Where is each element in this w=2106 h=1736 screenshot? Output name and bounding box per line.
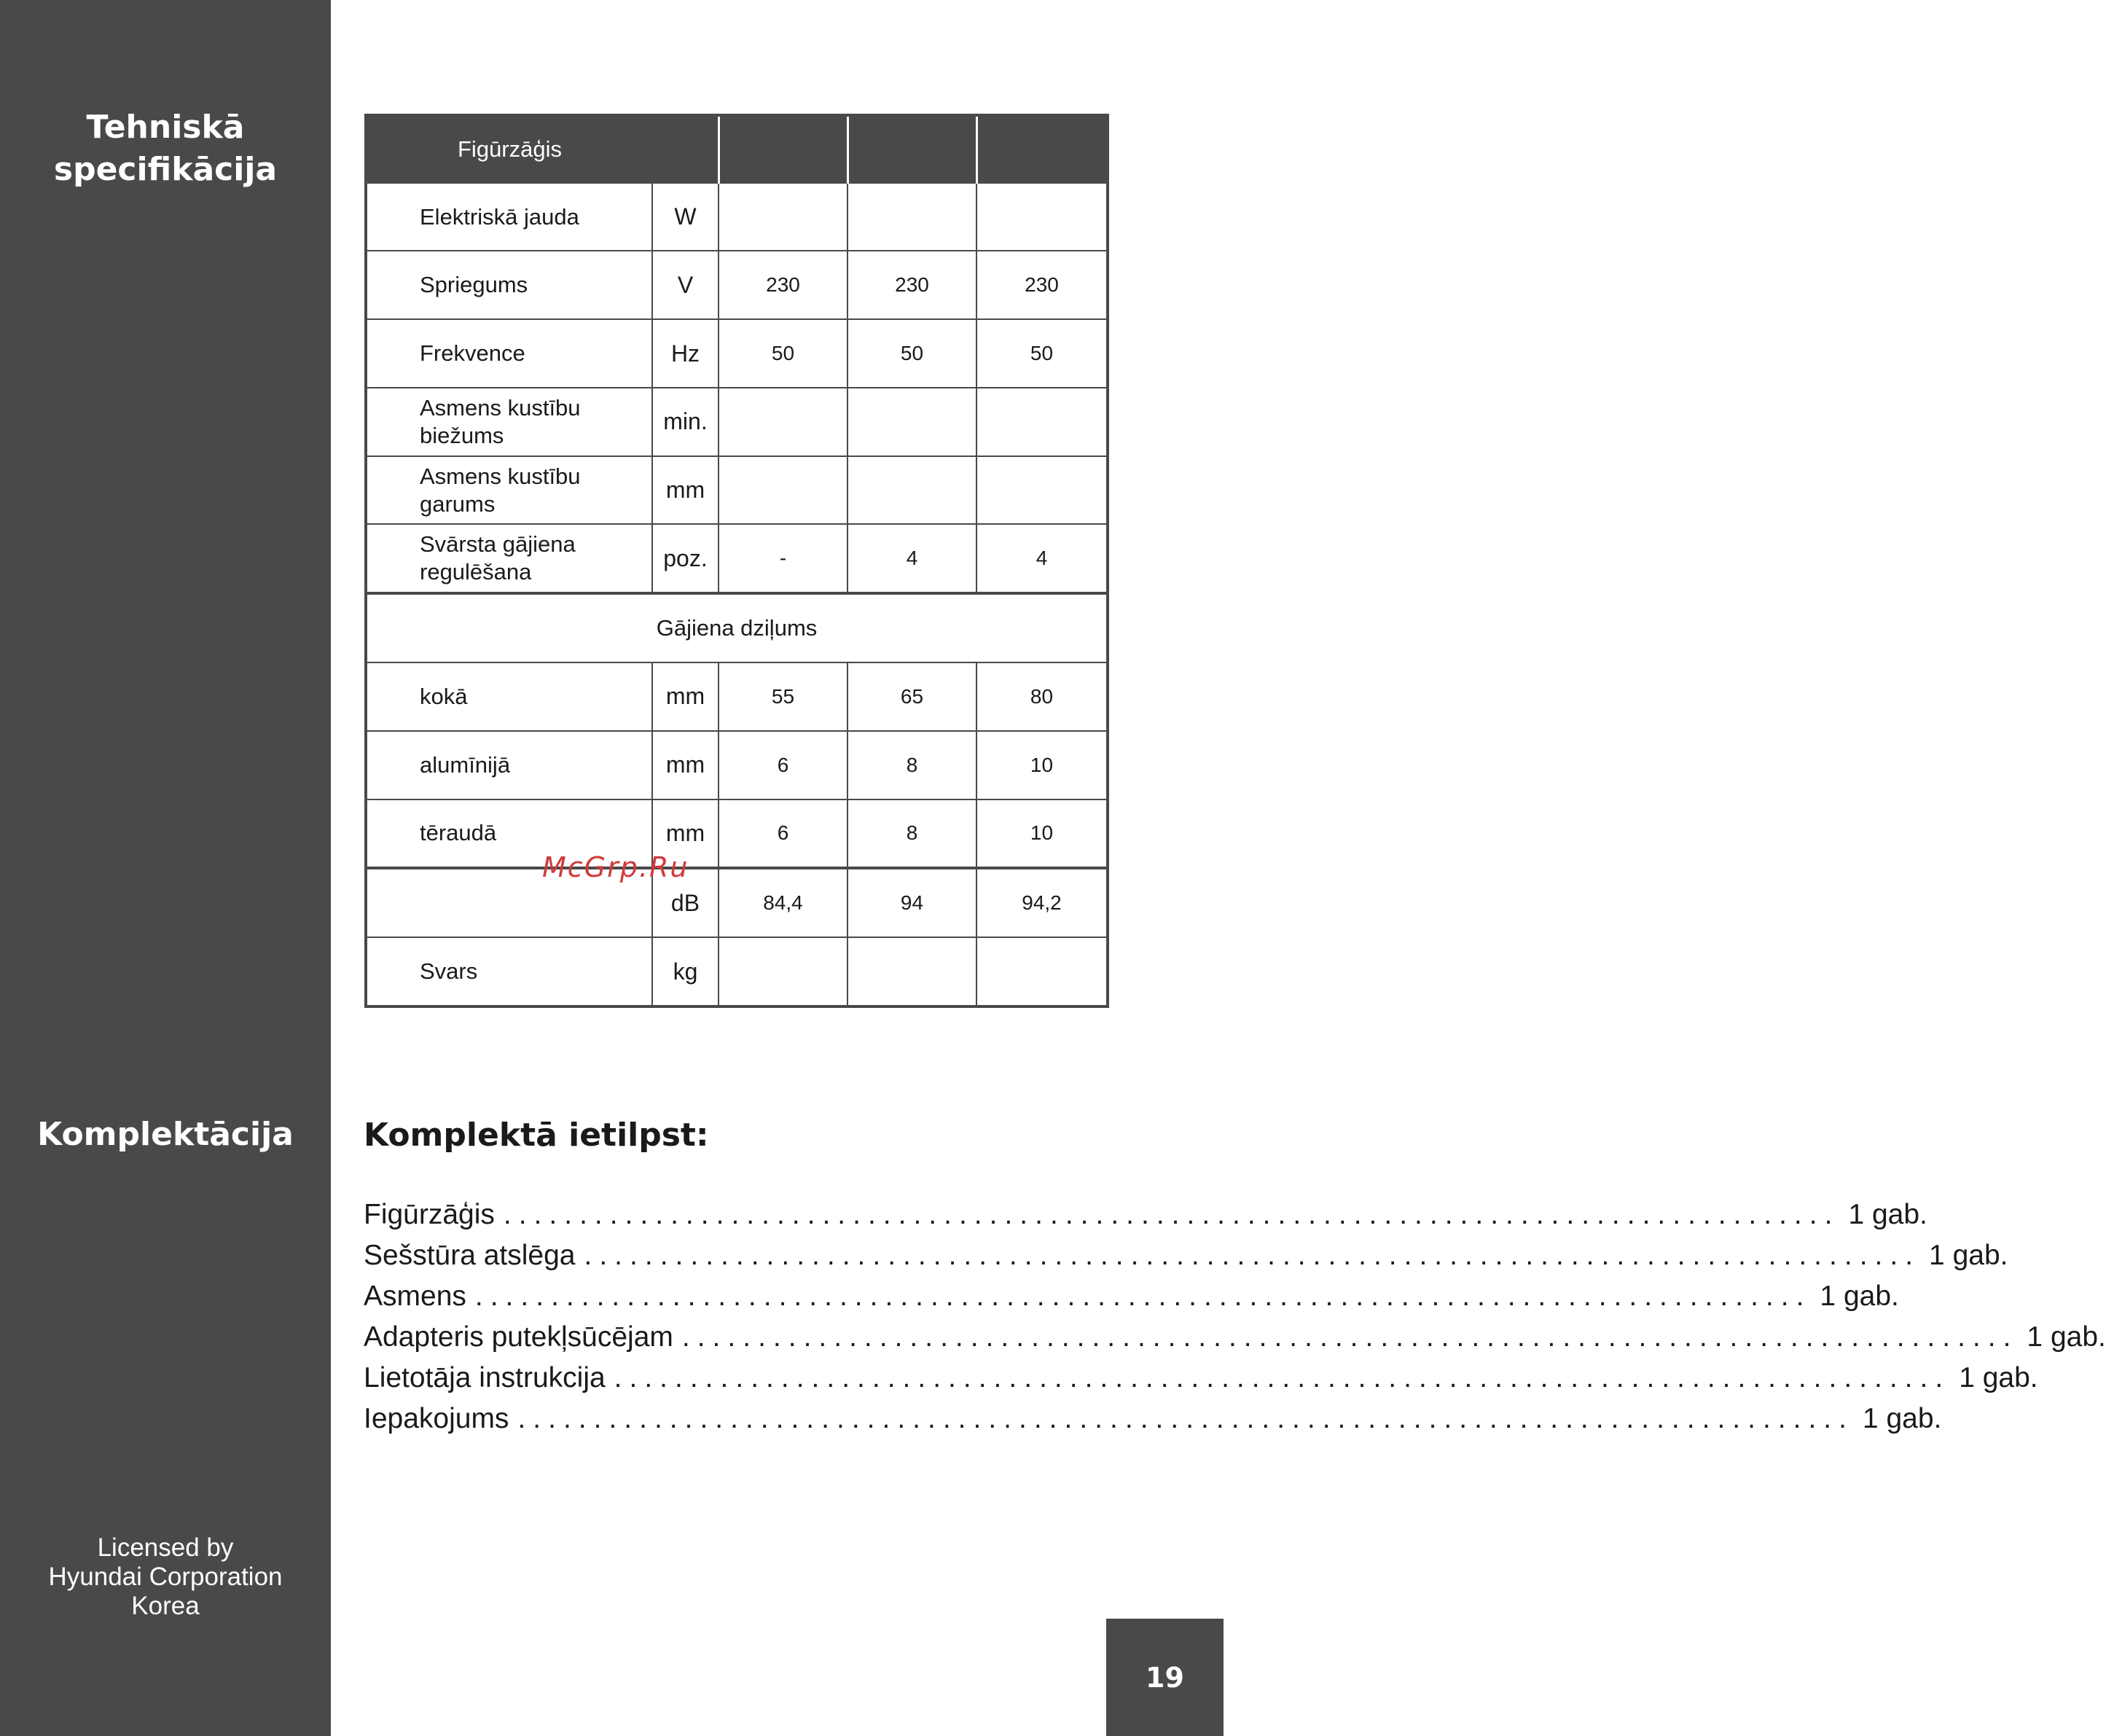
section-title-kit: Komplektācija [37,1116,294,1153]
spec-unit: mm [652,731,719,799]
section-title-specifications [0,106,331,191]
spec-value [848,937,976,1006]
spec-value: 4 [848,524,976,593]
spec-row [366,456,1108,525]
spec-unit: poz. [652,524,719,593]
spec-value: 94,2 [976,868,1108,937]
kit-list [364,1199,2106,1444]
kit-item-name: Lietotāja instrukcija [364,1362,606,1393]
spec-unit: min. [652,388,719,456]
list-item [364,1199,1927,1240]
spec-label: Elektriskā jauda [366,183,652,251]
page-number: 19 [1106,1619,1224,1736]
spec-unit: mm [652,662,719,731]
kit-item-qty: 1 gab. [1862,1403,1942,1434]
spec-value: 230 [976,251,1108,319]
spec-label: tēraudā [366,799,652,869]
license-line: Licensed by [97,1533,234,1562]
spec-section-label: Gājiena dziļums [366,593,1108,662]
spec-value: - [719,524,848,593]
kit-item-name: Figūrzāģis [364,1199,495,1230]
spec-unit: kg [652,937,719,1006]
spec-row [366,319,1108,388]
spec-label: Spriegums [366,251,652,319]
spec-header-row [366,115,1108,183]
spec-value: 6 [719,799,848,869]
leader-dots: ........................................................................................ [503,1199,1840,1230]
spec-value [976,183,1108,251]
spec-row [366,524,1108,593]
spec-value: 230 [719,251,848,319]
spec-row [366,868,1108,937]
spec-row [366,731,1108,799]
spec-value [719,456,848,525]
spec-value: 6 [719,731,848,799]
kit-item-qty: 1 gab. [1848,1199,1927,1230]
spec-unit: mm [652,456,719,525]
spec-header-cell [848,115,976,183]
spec-value: 50 [976,319,1108,388]
spec-value: 50 [848,319,976,388]
leader-dots: ........................................................................................ [517,1403,1854,1434]
spec-value: 8 [848,731,976,799]
spec-label: alumīnijā [366,731,652,799]
spec-value [976,937,1108,1006]
spec-value [976,456,1108,525]
kit-item-qty: 1 gab. [1820,1281,1899,1312]
spec-label: Svars [366,937,652,1006]
spec-label: Asmens kustību garums [366,456,652,525]
spec-table [364,114,1109,1008]
kit-item-name: Asmens [364,1281,466,1312]
spec-label: Asmens kustību biežums [366,388,652,456]
spec-row [366,251,1108,319]
spec-value: 8 [848,799,976,869]
spec-value [719,183,848,251]
spec-row [366,662,1108,731]
section-title-line: specifikācija [53,151,278,188]
spec-value: 84,4 [719,868,848,937]
list-item [364,1362,2038,1403]
spec-row [366,937,1108,1006]
spec-label: Frekvence [366,319,652,388]
spec-value: 80 [976,662,1108,731]
spec-value [848,183,976,251]
spec-unit: Hz [652,319,719,388]
leader-dots: ........................................................................................ [614,1362,1951,1393]
license-line: Hyundai Corporation [48,1563,283,1591]
list-item [364,1403,1942,1444]
spec-value: 230 [848,251,976,319]
kit-item-name: Iepakojums [364,1403,509,1434]
spec-value: 10 [976,799,1108,869]
kit-item-qty: 1 gab. [2027,1321,2106,1353]
kit-title: Komplektā ietilpst: [364,1117,709,1154]
spec-label: kokā [366,662,652,731]
spec-section-row [366,593,1108,662]
spec-header-cell [976,115,1108,183]
spec-value: 10 [976,731,1108,799]
kit-item-name: Sešstūra atslēga [364,1240,576,1271]
spec-row [366,388,1108,456]
leader-dots: ........................................................................................ [681,1321,2019,1353]
spec-value: 50 [719,319,848,388]
spec-unit: mm [652,799,719,869]
spec-value [719,388,848,456]
spec-value: 65 [848,662,976,731]
spec-value [976,388,1108,456]
spec-unit: W [652,183,719,251]
leader-dots: ........................................................................................ [474,1281,1812,1312]
kit-item-name: Adapteris putekļsūcējam [364,1321,673,1353]
list-item [364,1281,1899,1321]
spec-value [719,937,848,1006]
spec-value: 55 [719,662,848,731]
spec-value [848,388,976,456]
spec-unit: V [652,251,719,319]
spec-header-label: Figūrzāģis [366,115,719,183]
spec-row [366,799,1108,869]
list-item [364,1321,2106,1362]
spec-value: 4 [976,524,1108,593]
leader-dots: ........................................................................................ [584,1240,1921,1271]
kit-item-qty: 1 gab. [1929,1240,2008,1271]
spec-value: 94 [848,868,976,937]
spec-value [848,456,976,525]
license-note [0,1533,331,1621]
sidebar [0,0,331,1736]
section-title-line: Tehniskā [86,109,245,146]
spec-row [366,183,1108,251]
watermark: McGrp.Ru [542,851,689,883]
kit-item-qty: 1 gab. [1959,1362,2038,1393]
spec-label: Svārsta gājiena regulēšana [366,524,652,593]
license-line: Korea [131,1592,200,1620]
spec-unit: dB [652,868,719,937]
list-item [364,1240,2008,1281]
spec-header-cell [719,115,848,183]
